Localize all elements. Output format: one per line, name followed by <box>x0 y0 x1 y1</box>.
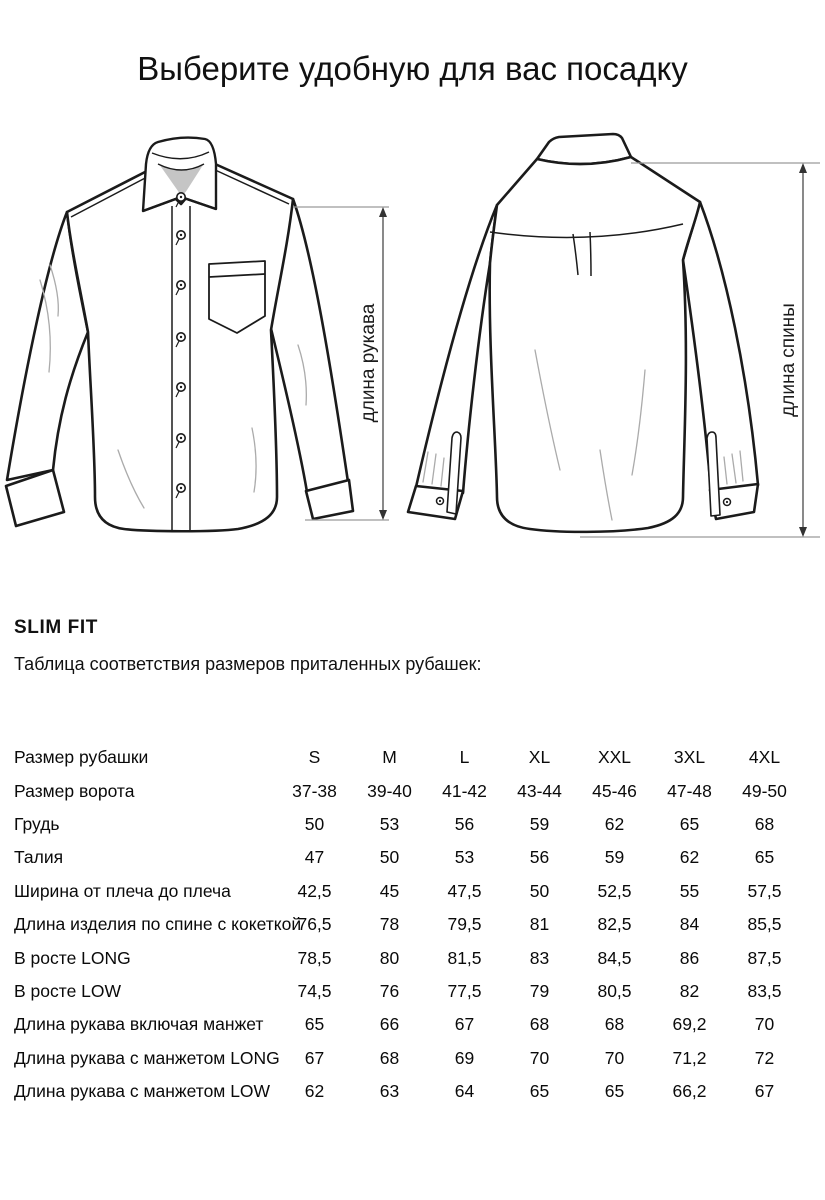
cell: XL <box>528 747 551 768</box>
cell: L <box>459 747 470 768</box>
cell: 65 <box>304 1014 325 1035</box>
cell: 87,5 <box>747 947 782 968</box>
cell: 45-46 <box>592 780 637 801</box>
row-label: Длина рукава включая манжет <box>14 1014 264 1035</box>
cell: 56 <box>529 847 550 868</box>
table-row <box>14 1075 814 1108</box>
cell: 65 <box>604 1081 625 1102</box>
back-length-label: длина спины <box>778 303 799 417</box>
cell: 53 <box>379 813 400 834</box>
cell: 43-44 <box>517 780 562 801</box>
sleeve-length-label: длина рукава <box>358 303 379 423</box>
cell: 78 <box>379 914 400 935</box>
cell: 68 <box>379 1047 400 1068</box>
cell: 41-42 <box>442 780 487 801</box>
cell: 68 <box>529 1014 550 1035</box>
cell: 81,5 <box>447 947 482 968</box>
cell: 76,5 <box>297 914 332 935</box>
cell: 81 <box>529 914 550 935</box>
cell: 45 <box>379 880 400 901</box>
size-table <box>14 741 814 1108</box>
cell: 67 <box>304 1047 325 1068</box>
cell: 65 <box>679 813 700 834</box>
cell: 84,5 <box>597 947 632 968</box>
cell: 64 <box>454 1081 475 1102</box>
cell: 67 <box>754 1081 775 1102</box>
table-row <box>14 975 814 1008</box>
cell: 69 <box>454 1047 475 1068</box>
table-row <box>14 875 814 908</box>
fit-heading: SLIM FIT <box>14 617 98 638</box>
cell: 74,5 <box>297 980 332 1001</box>
table-row <box>14 808 814 841</box>
cell: 80 <box>379 947 400 968</box>
cell: 62 <box>304 1081 325 1102</box>
cell: 83,5 <box>747 980 782 1001</box>
cell: 70 <box>529 1047 550 1068</box>
row-label: Ширина от плеча до плеча <box>14 880 231 901</box>
row-label: Размер ворота <box>14 780 135 801</box>
cell: 68 <box>754 813 775 834</box>
table-row <box>14 1008 814 1041</box>
cell: 53 <box>454 847 475 868</box>
cell: 66,2 <box>672 1081 707 1102</box>
cell: 62 <box>679 847 700 868</box>
cell: 4XL <box>748 747 781 768</box>
cell: 65 <box>529 1081 550 1102</box>
cell: 57,5 <box>747 880 782 901</box>
table-row <box>14 774 814 807</box>
row-label: Размер рубашки <box>14 747 149 768</box>
cell: 80,5 <box>597 980 632 1001</box>
cell: 78,5 <box>297 947 332 968</box>
cell: 52,5 <box>597 880 632 901</box>
cell: 39-40 <box>367 780 412 801</box>
cell: S <box>308 747 321 768</box>
fit-subtitle: Таблица соответствия размеров приталенных рубашек: <box>14 654 482 674</box>
row-label: В росте LONG <box>14 947 131 968</box>
shirt-diagram <box>0 120 825 580</box>
cell: 71,2 <box>672 1047 707 1068</box>
cell: 63 <box>379 1081 400 1102</box>
cell: 70 <box>604 1047 625 1068</box>
cell: 82,5 <box>597 914 632 935</box>
cell: 69,2 <box>672 1014 707 1035</box>
cell: 67 <box>454 1014 475 1035</box>
cell: 50 <box>529 880 550 901</box>
cell: 83 <box>529 947 550 968</box>
cell: 70 <box>754 1014 775 1035</box>
row-label: В росте LOW <box>14 980 122 1001</box>
table-row <box>14 1042 814 1075</box>
row-label: Грудь <box>14 813 60 834</box>
cell: 50 <box>304 813 325 834</box>
cell: 42,5 <box>297 880 332 901</box>
table-row <box>14 941 814 974</box>
cell: 59 <box>604 847 625 868</box>
cell: M <box>382 747 397 768</box>
cell: XXL <box>597 747 632 768</box>
cell: 77,5 <box>447 980 482 1001</box>
cell: 79,5 <box>447 914 482 935</box>
cell: 66 <box>379 1014 400 1035</box>
cell: 37-38 <box>292 780 337 801</box>
cell: 72 <box>754 1047 775 1068</box>
back-body <box>490 157 700 532</box>
cell: 3XL <box>673 747 706 768</box>
cell: 47-48 <box>667 780 712 801</box>
cell: 59 <box>529 813 550 834</box>
table-row <box>14 741 814 774</box>
back-right-sleeve <box>683 202 758 491</box>
cell: 68 <box>604 1014 625 1035</box>
cell: 47,5 <box>447 880 482 901</box>
row-label: Длина рукава с манжетом LONG <box>14 1047 280 1068</box>
cell: 47 <box>304 847 325 868</box>
cell: 56 <box>454 813 475 834</box>
cell: 79 <box>529 980 550 1001</box>
front-body <box>67 164 293 531</box>
table-row <box>14 908 814 941</box>
cell: 65 <box>754 847 775 868</box>
page-title: Выберите удобную для вас посадку <box>137 50 688 87</box>
cell: 85,5 <box>747 914 782 935</box>
shirt-back-drawing <box>400 120 825 580</box>
cell: 49-50 <box>742 780 787 801</box>
cell: 62 <box>604 813 625 834</box>
cell: 86 <box>679 947 700 968</box>
cell: 76 <box>379 980 400 1001</box>
cell: 82 <box>679 980 700 1001</box>
row-label: Длина изделия по спине с кокеткой <box>14 914 302 935</box>
cell: 55 <box>679 880 700 901</box>
cell: 50 <box>379 847 400 868</box>
cell: 84 <box>679 914 700 935</box>
shirt-front-drawing <box>0 120 420 580</box>
table-row <box>14 841 814 874</box>
row-label: Талия <box>14 847 64 868</box>
row-label: Длина рукава с манжетом LOW <box>14 1081 271 1102</box>
